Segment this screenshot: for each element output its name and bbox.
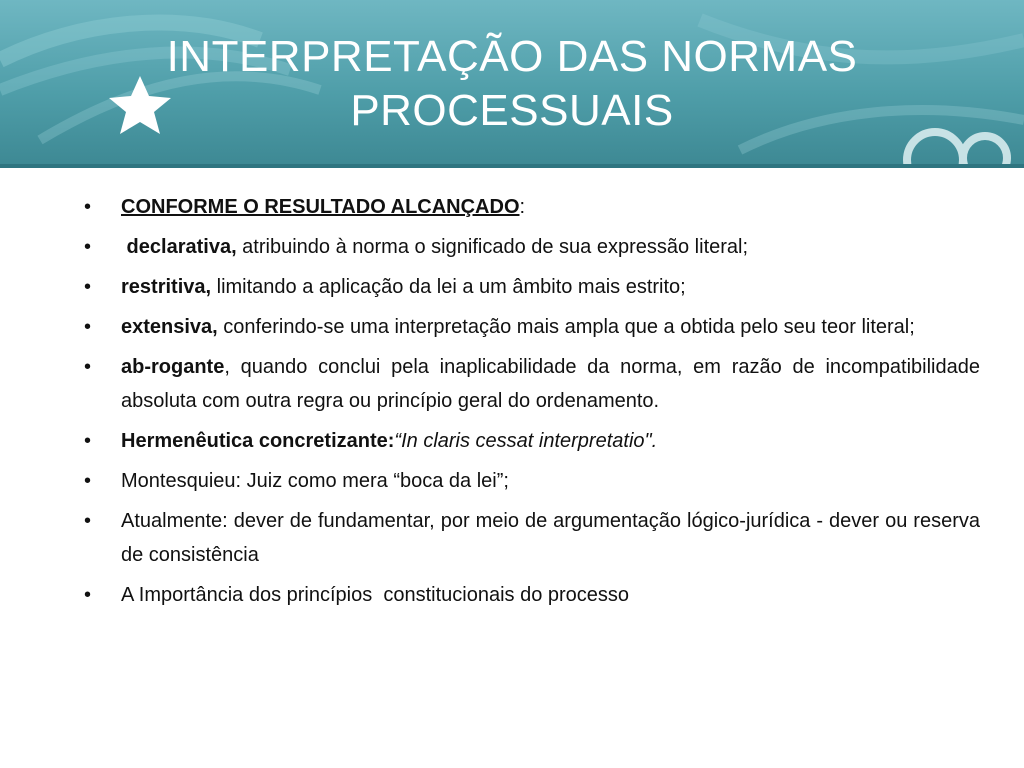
list-item [80,230,980,264]
bullet-bold: declarativa, [121,236,237,258]
list-item [80,464,980,498]
list-item [80,578,980,612]
bullet-list [80,190,980,612]
bullet-icon: • [84,316,92,338]
bullet-bold: ab-rogante [121,356,225,378]
title-line-1: INTERPRETAÇÃO DAS NORMAS [166,32,858,81]
title-line-2: PROCESSUAIS [350,86,674,135]
bullet-icon: • [84,510,92,532]
bullet-text: : [519,196,526,218]
list-item [80,310,980,344]
bullet-bold: CONFORME O RESULTADO ALCANÇADO [121,196,520,218]
bullet-icon: • [84,584,92,606]
bullet-icon: • [84,276,92,298]
list-item [80,350,980,418]
bullet-icon: • [84,236,92,258]
bullet-icon: • [84,470,92,492]
list-item [80,190,980,224]
bullet-bold: Hermenêutica concretizante: [121,430,395,452]
slide-title [0,30,1024,138]
bullet-text: Montesquieu: Juiz como mera “boca da lei”; [121,470,509,492]
list-item [80,270,980,304]
bullet-bold: extensiva, [121,316,218,338]
bullet-icon: • [84,196,92,218]
list-item [80,424,980,458]
list-item [80,504,980,572]
bullet-icon: • [84,430,92,452]
bullet-italic: “In claris cessat interpretatio". [394,430,658,452]
bullet-text: , quando conclui pela inaplicabilidade da norma, em razão de incompatibilidade absoluta com outra regra ou princípio geral do ordenamento. [121,356,980,412]
bullet-text: Atualmente: dever de fundamentar, por meio de argumentação lógico-jurídica - dever ou reserva de consistência [121,510,980,566]
bullet-text: atribuindo à norma o significado de sua expressão literal; [236,236,749,258]
bullet-text: conferindo-se uma interpretação mais ampla que a obtida pelo seu teor literal; [217,316,915,338]
bullet-text: A Importância dos princípios constitucionais do processo [121,584,630,606]
bullet-text: limitando a aplicação da lei a um âmbito mais estrito; [211,276,686,298]
slide-body [80,190,980,618]
banner-divider [0,164,1024,168]
bullet-bold: restritiva, [121,276,212,298]
bullet-icon: • [84,356,92,378]
